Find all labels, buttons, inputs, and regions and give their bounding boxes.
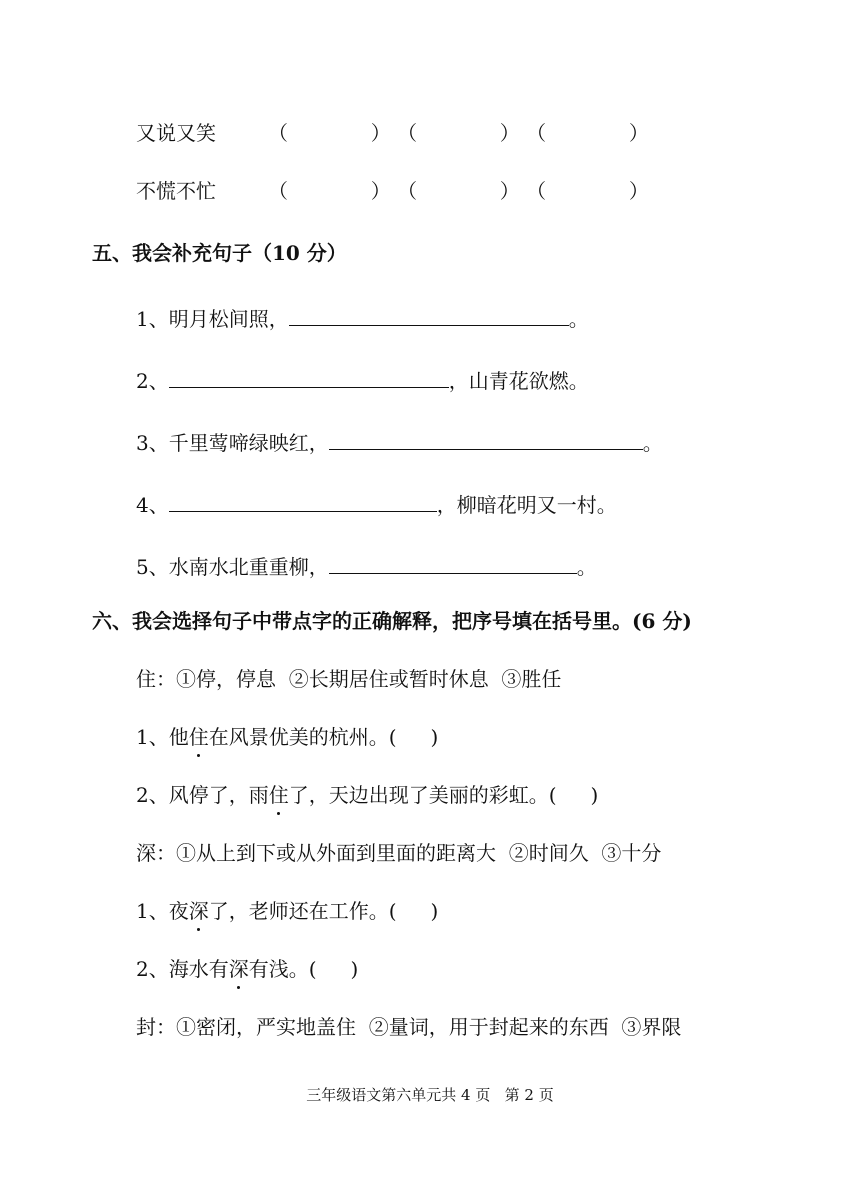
fill-item-prefix: 5、水南水北重重柳， — [136, 555, 329, 579]
paren-open: （ — [397, 121, 418, 145]
fill-item-prefix: 1、明月松间照， — [136, 307, 289, 331]
paren-open: （ — [268, 121, 288, 145]
paren-open: （ — [397, 179, 418, 203]
choice-text: 在风景优美的杭州。( — [208, 725, 397, 749]
fill-item — [136, 553, 597, 580]
fill-blank[interactable] — [169, 367, 449, 388]
fill-item-suffix: ，柳暗花明又一村。 — [436, 493, 617, 517]
paren-close: ) — [350, 957, 359, 981]
idiom-word: 又说又笑 — [136, 121, 216, 145]
dotted-char: 深 — [228, 957, 249, 981]
idiom-word: 不慌不忙 — [136, 179, 216, 203]
fill-item-suffix: 。 — [642, 431, 663, 455]
idiom-row — [136, 178, 216, 204]
idiom-row-parens — [268, 120, 649, 146]
choice-text: 有浅。( — [248, 957, 317, 981]
fill-item-prefix: 3、千里莺啼绿映红， — [136, 431, 329, 455]
fill-item-suffix: ，山青花欲燃。 — [448, 369, 589, 393]
definition-line: 住：①停，停息 ②长期居住或暂时休息 ③胜任 — [136, 667, 562, 691]
dotted-char: 住 — [188, 725, 209, 749]
page-footer: 三年级语文第六单元共 4 页 第 2 页 — [306, 1086, 554, 1104]
paren-close: ） — [370, 121, 391, 145]
choice-item — [136, 956, 358, 982]
choice-text: 1、夜 — [136, 899, 189, 923]
fill-blank[interactable] — [329, 429, 643, 450]
choice-text: 2、风停了，雨 — [136, 783, 269, 807]
definition-line: 封：①密闭，严实地盖住 ②量词，用于封起来的东西 ③界限 — [136, 1015, 682, 1039]
choice-text: 2、海水有 — [136, 957, 229, 981]
definition-line: 深：①从上到下或从外面到里面的距离大 ②时间久 ③十分 — [136, 841, 662, 865]
section6-title: 六、我会选择句子中带点字的正确解释，把序号填在括号里。(6 分) — [92, 609, 692, 633]
fill-item — [136, 491, 617, 518]
idiom-row-parens — [268, 178, 649, 204]
fill-blank[interactable] — [169, 491, 437, 512]
choice-text: 了，老师还在工作。( — [208, 899, 397, 923]
dotted-char: 住 — [268, 783, 289, 807]
paren-open: （ — [526, 179, 547, 203]
fill-item-suffix: 。 — [568, 307, 589, 331]
fill-item-suffix: 。 — [576, 555, 597, 579]
paren-close: ） — [628, 179, 649, 203]
paren-open: （ — [526, 121, 547, 145]
paren-close: ) — [430, 899, 439, 923]
choice-text: 了，天边出现了美丽的彩虹。( — [288, 783, 557, 807]
fill-blank[interactable] — [289, 305, 569, 326]
fill-item-prefix: 2、 — [136, 369, 169, 393]
fill-item — [136, 305, 589, 332]
fill-item — [136, 429, 663, 456]
paren-close: ) — [590, 783, 599, 807]
choice-item — [136, 724, 438, 750]
paren-close: ） — [499, 121, 520, 145]
fill-blank[interactable] — [329, 553, 577, 574]
choice-text: 1、他 — [136, 725, 189, 749]
paren-close: ） — [370, 179, 391, 203]
paren-close: ） — [628, 121, 649, 145]
choice-item — [136, 782, 598, 808]
idiom-row — [136, 120, 216, 146]
choice-item — [136, 898, 438, 924]
paren-open: （ — [268, 179, 288, 203]
paren-close: ） — [499, 179, 520, 203]
section5-title: 五、我会补充句子（10 分） — [92, 241, 347, 265]
dotted-char: 深 — [188, 899, 209, 923]
fill-item-prefix: 4、 — [136, 493, 169, 517]
paren-close: ) — [430, 725, 439, 749]
fill-item — [136, 367, 589, 394]
